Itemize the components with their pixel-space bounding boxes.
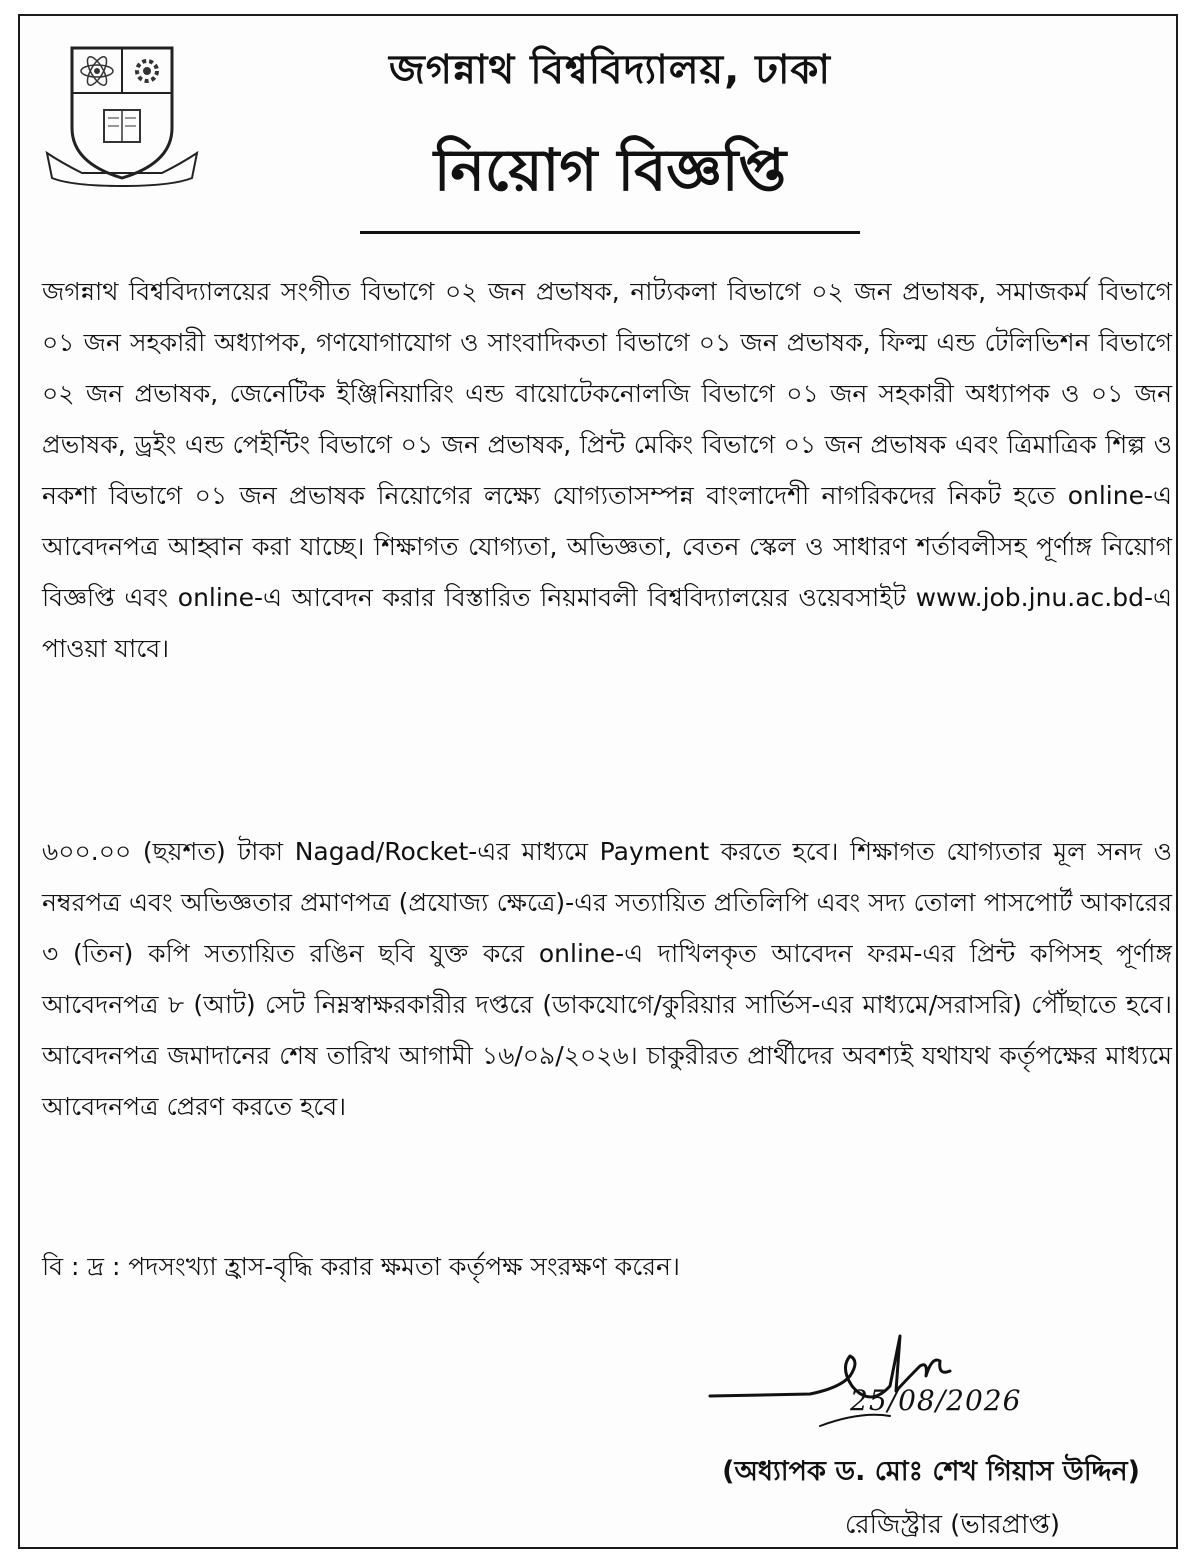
paragraph-application-instructions: ৬০০.০০ (ছয়শত) টাকা Nagad/Rocket-এর মাধ্যমে Payment করতে হবে। শিক্ষাগত যোগ্যতার মূল সনদ ও নম্বরপত্র এবং অভিজ্ঞতার প্রমাণপত্র (প্রযোজ্য ক্ষেত্রে)-এর সত্যায়িত প্রতিলিপি এবং সদ্য তোলা পাসপোর্ট আকারের ৩ (তিন) কপি সত্যায়িত রঙিন ছবি যুক্ত করে online-এ দাখিলকৃত আবেদন ফরম-এর প্রিন্ট কপিসহ পূর্ণাঙ্গ আবেদনপত্র ৮ (আট) সেট নিম্নস্বাক্ষরকারীর দপ্তরে (ডাকযোগে/কুরিয়ার সার্ভিস-এর মাধ্যমে/সরাসরি) পৌঁছাতে হবে। আবেদনপত্র জমাদানের শেষ তারিখ আগামী ১৬/০৯/২০২৬। চাকুরীরত প্রার্থীদের অবশ্যই যথাযথ কর্তৃপক্ষের মাধ্যমে আবেদনপত্র প্রেরণ করতে হবে।: [42, 837, 1172, 1121]
notice-title: নিয়োগ বিজ্ঞপ্তি: [360, 126, 860, 234]
signature-date: 25/08/2026: [850, 1384, 1022, 1417]
signer-name: (অধ্যাপক ড. মোঃ শেখ গিয়াস উদ্দিন): [722, 1456, 1140, 1487]
university-crest-icon: [42, 38, 202, 188]
paragraph-positions: জগন্নাথ বিশ্ববিদ্যালয়ের সংগীত বিভাগে ০২ জন প্রভাষক, নাট্যকলা বিভাগে ০২ জন প্রভাষক, সমাজকর্ম বিভাগে ০১ জন সহকারী অধ্যাপক, গণযোগাযোগ ও সাংবাদিকতা বিভাগে ০১ জন প্রভাষক, ফিল্ম এন্ড টেলিভিশন বিভাগে ০২ জন প্রভাষক, জেনেটিক ইঞ্জিনিয়ারিং এন্ড বায়োটেকনোলজি বিভাগে ০১ জন সহকারী অধ্যাপক ও ০১ জন প্রভাষক, ড্রইং এন্ড পেইন্টিং বিভাগে ০১ জন প্রভাষক, প্রিন্ট মেকিং বিভাগে ০১ জন প্রভাষক এবং ত্রিমাত্রিক শিল্প ও নকশা বিভাগে ০১ জন প্রভাষক নিয়োগের লক্ষ্যে যোগ্যতাসম্পন্ন বাংলাদেশী নাগরিকদের নিকট হতে online-এ আবেদনপত্র আহ্বান করা যাচ্ছে। শিক্ষাগত যোগ্যতা, অভিজ্ঞতা, বেতন স্কেল ও সাধারণ শর্তাবলীসহ পূর্ণাঙ্গ নিয়োগ বিজ্ঞপ্তি এবং online-এ আবেদন করার বিস্তারিত নিয়মাবলী বিশ্ববিদ্যালয়ের ওয়েবসাইট www.job.jnu.ac.bd-এ পাওয়া যাবে।: [42, 277, 1172, 663]
notice-document: [18, 14, 1178, 1549]
signer-title: রেজিস্ট্রার (ভারপ্রাপ্ত): [844, 1510, 1060, 1540]
footnote: বি : দ্র : পদসংখ্যা হ্রাস-বৃদ্ধি করার ক্ষমতা কর্তৃপক্ষ সংরক্ষণ করেন।: [42, 1252, 680, 1281]
signature-icon: [700, 1316, 1060, 1446]
university-name: জগন্নাথ বিশ্ববিদ্যালয়, ঢাকা: [388, 47, 832, 93]
